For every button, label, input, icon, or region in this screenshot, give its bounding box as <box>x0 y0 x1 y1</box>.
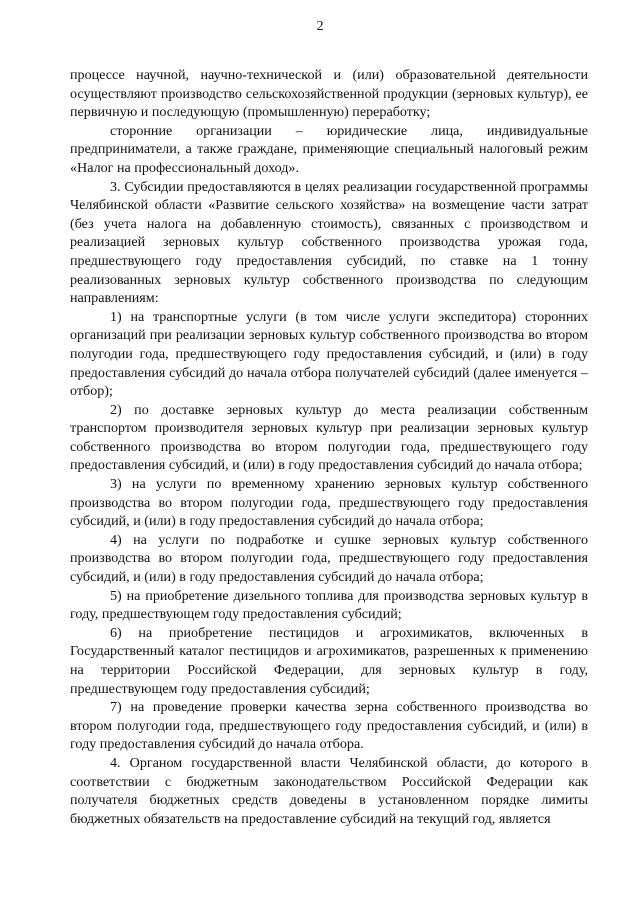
paragraph-clause-4: 4. Органом государственной власти Челябинской области, до которого в соответствии с бюджетным законодательством Российской Федерации как получателя бюджетных средств доведены в установленном порядке лимиты бюджетных обязательств на предоставление субсидий на текущий год, является <box>70 754 588 827</box>
page-number: 2 <box>316 19 324 34</box>
paragraph-continuation: процессе научной, научно-технической и (или) образовательной деятельности осуществляют производство сельскохозяйственной продукции (зерновых культур), ее первичную и последующую (промышленную) переработку; <box>70 67 588 121</box>
document-body <box>70 66 588 828</box>
list-item-2: 2) по доставке зерновых культур до места реализации собственным транспортом производителя зерновых культур при реализации зерновых культур собственного производства во втором полугодии года, предшествующего году предоставления субсидий, и (или) в году предоставления субсидий до начала отбора; <box>70 401 588 474</box>
paragraph-third-party-organizations: сторонние организации – юридические лица, индивидуальные предприниматели, а также граждане, применяющие специальный налоговый режим «Налог на профессиональный доход». <box>70 122 588 176</box>
list-item-4: 4) на услуги по подработке и сушке зерновых культур собственного производства во втором полугодии года, предшествующего году предоставления субсидий, и (или) в году предоставления субсидий до начала отбора; <box>70 531 588 586</box>
paragraph-clause-3: 3. Субсидии предоставляются в целях реализации государственной программы Челябинской области «Развитие сельского хозяйства» на возмещение части затрат (без учета налога на добавленную стоимость), связанных с производством и реализацией зерновых культур собственного производства урожая года, предшествующего году предоставления субсидий, по ставке на 1 тонну реализованных зерновых культур собственного производства по следующим направлениям: <box>70 178 588 307</box>
list-item-1: 1) на транспортные услуги (в том числе услуги экспедитора) сторонних организаций при реализации зерновых культур собственного производства во втором полугодии года, предшествующего году предоставления субсидий, и (или) в году предоставления субсидий до начала отбора получателей субсидий (далее именуется – отбор); <box>70 308 588 400</box>
list-item-5: 5) на приобретение дизельного топлива для производства зерновых культур в году, предшествующем году предоставления субсидий; <box>70 587 588 623</box>
list-item-3: 3) на услуги по временному хранению зерновых культур собственного производства во втором полугодии года, предшествующего году предоставления субсидий, и (или) в году предоставления субсидий до начала отбора; <box>70 476 588 530</box>
list-item-6: 6) на приобретение пестицидов и агрохимикатов, включенных в Государственный каталог пестицидов и агрохимикатов, разрешенных к применению на территории Российской Федерации, для зерновых культур в году, предшествующем году предоставления субсидий; <box>70 624 588 697</box>
list-item-7: 7) на проведение проверки качества зерна собственного производства во втором полугодии года, предшествующего году предоставления субсидий, и (или) в году предоставления субсидий до начала отбора. <box>70 699 588 753</box>
